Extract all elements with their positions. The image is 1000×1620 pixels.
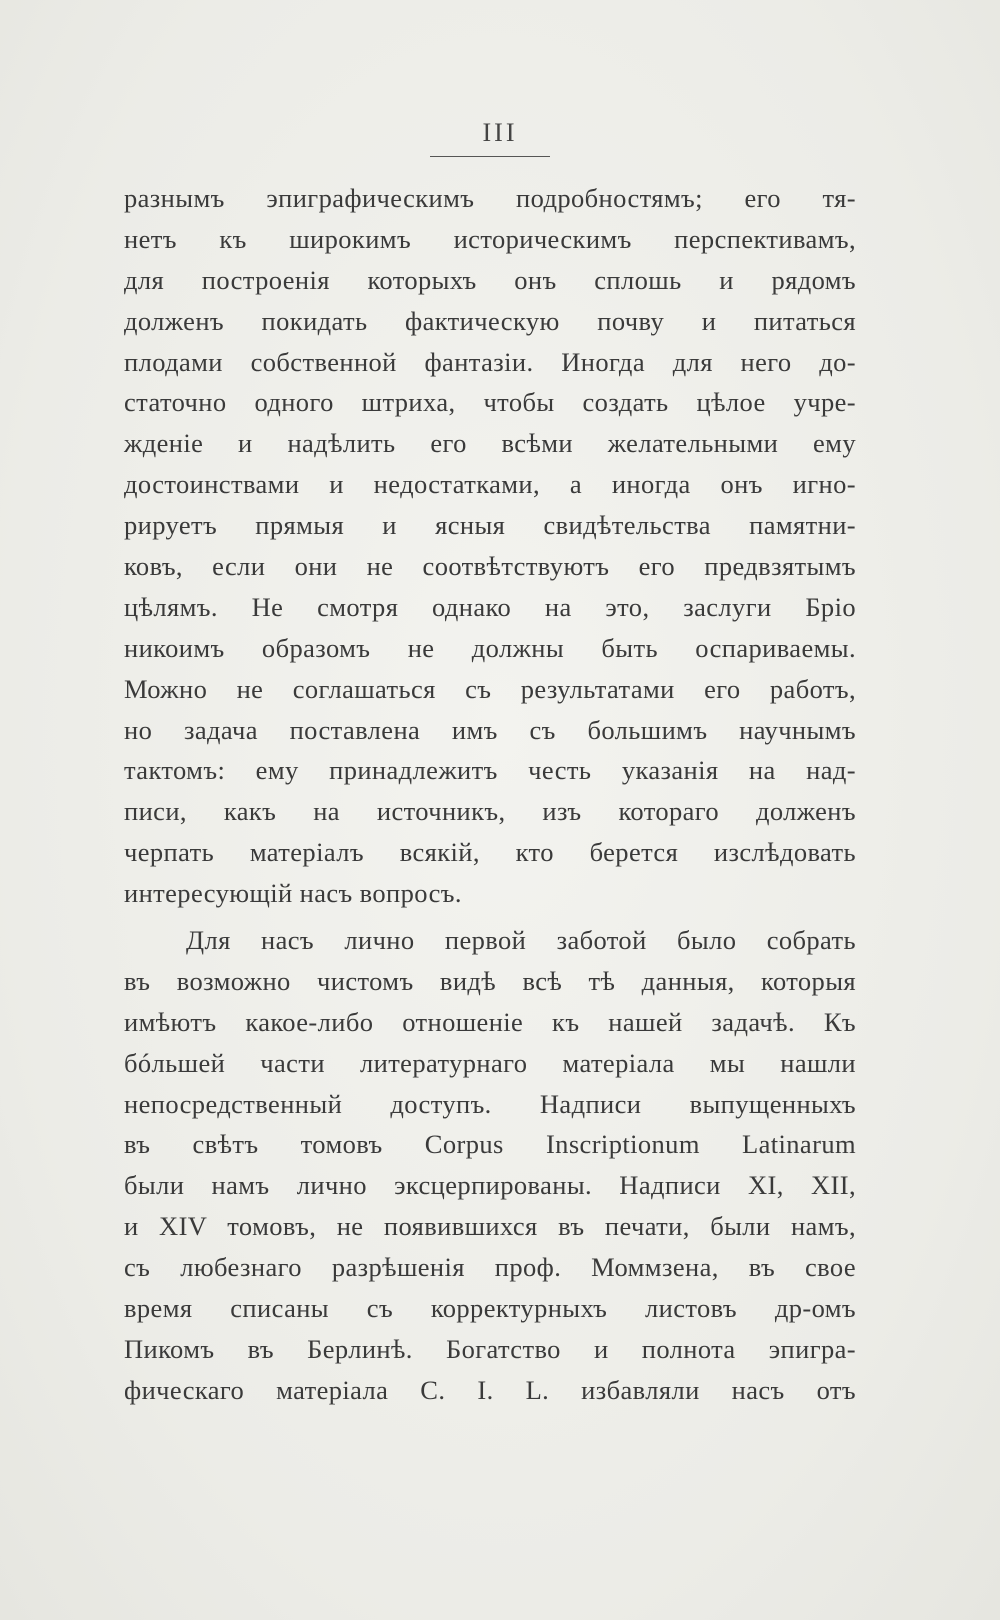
paragraph-2 (124, 920, 856, 1411)
text-line: никоимъ образомъ не должны быть оспариваемы. (124, 632, 856, 663)
text-line: и XIV томовъ, не появившихся въ печати, были намъ, (124, 1211, 856, 1242)
text-line: фическаго матеріала С. I. L. избавляли насъ отъ (124, 1374, 856, 1405)
text-line: Можно не соглашаться съ результатами его работъ, (124, 673, 856, 704)
paragraph-1 (124, 178, 856, 914)
text-line: разнымъ эпиграфическимъ подробностямъ; его тя- (124, 183, 856, 213)
body-text (124, 178, 856, 1411)
text-line: рируетъ прямыя и ясныя свидѣтельства памятни- (124, 510, 856, 541)
text-line: ковъ, если они не соотвѣтствуютъ его предвзятымъ (124, 551, 856, 582)
text-line: съ любезнаго разрѣшенія проф. Моммзена, въ свое (124, 1252, 856, 1283)
text-line: тактомъ: ему принадлежитъ честь указанія на над- (124, 755, 856, 786)
text-line: плодами собственной фантазіи. Иногда для него до- (124, 346, 856, 377)
header-rule (430, 156, 550, 157)
text-line: интересующій насъ вопросъ. (124, 878, 462, 909)
text-line: для построенія которыхъ онъ сплошь и рядомъ (124, 264, 856, 295)
text-line: жденіе и надѣлить его всѣми желательными ему (124, 428, 856, 459)
text-line: достоинствами и недостатками, а иногда онъ игно- (124, 469, 856, 500)
page-number: III (482, 118, 518, 147)
text-line: бóльшей части литературнаго матеріала мы нашли (124, 1047, 856, 1078)
text-line: но задача поставлена имъ съ большимъ научнымъ (124, 714, 856, 745)
text-line: время списаны съ корректурныхъ листовъ др-омъ (124, 1293, 856, 1324)
text-line: статочно одного штриха, чтобы создать цѣлое учре- (124, 387, 856, 418)
text-line: долженъ покидать фактическую почву и питаться (124, 305, 856, 336)
text-line: черпать матеріалъ всякій, кто берется изслѣдовать (124, 837, 856, 868)
text-line: цѣлямъ. Не смотря однако на это, заслуги Бріо (124, 591, 856, 622)
text-line: были намъ лично эксцерпированы. Надписи XI, XII, (124, 1170, 856, 1201)
text-line: непосредственный доступъ. Надписи выпущенныхъ (124, 1088, 856, 1119)
text-line: въ возможно чистомъ видѣ всѣ тѣ данныя, которыя (124, 965, 856, 996)
text-line: нетъ къ широкимъ историческимъ перспективамъ, (124, 223, 856, 254)
text-line: Пикомъ въ Берлинѣ. Богатство и полнота эпигра- (124, 1333, 856, 1364)
text-line: въ свѣтъ томовъ Corpus Inscriptionum Latinarum (124, 1129, 856, 1160)
text-line: писи, какъ на источникъ, изъ котораго долженъ (124, 796, 856, 827)
text-line: имѣютъ какое-либо отношеніе къ нашей задачѣ. Къ (124, 1006, 856, 1037)
text-line: Для насъ лично первой заботой было собрать (186, 925, 856, 956)
